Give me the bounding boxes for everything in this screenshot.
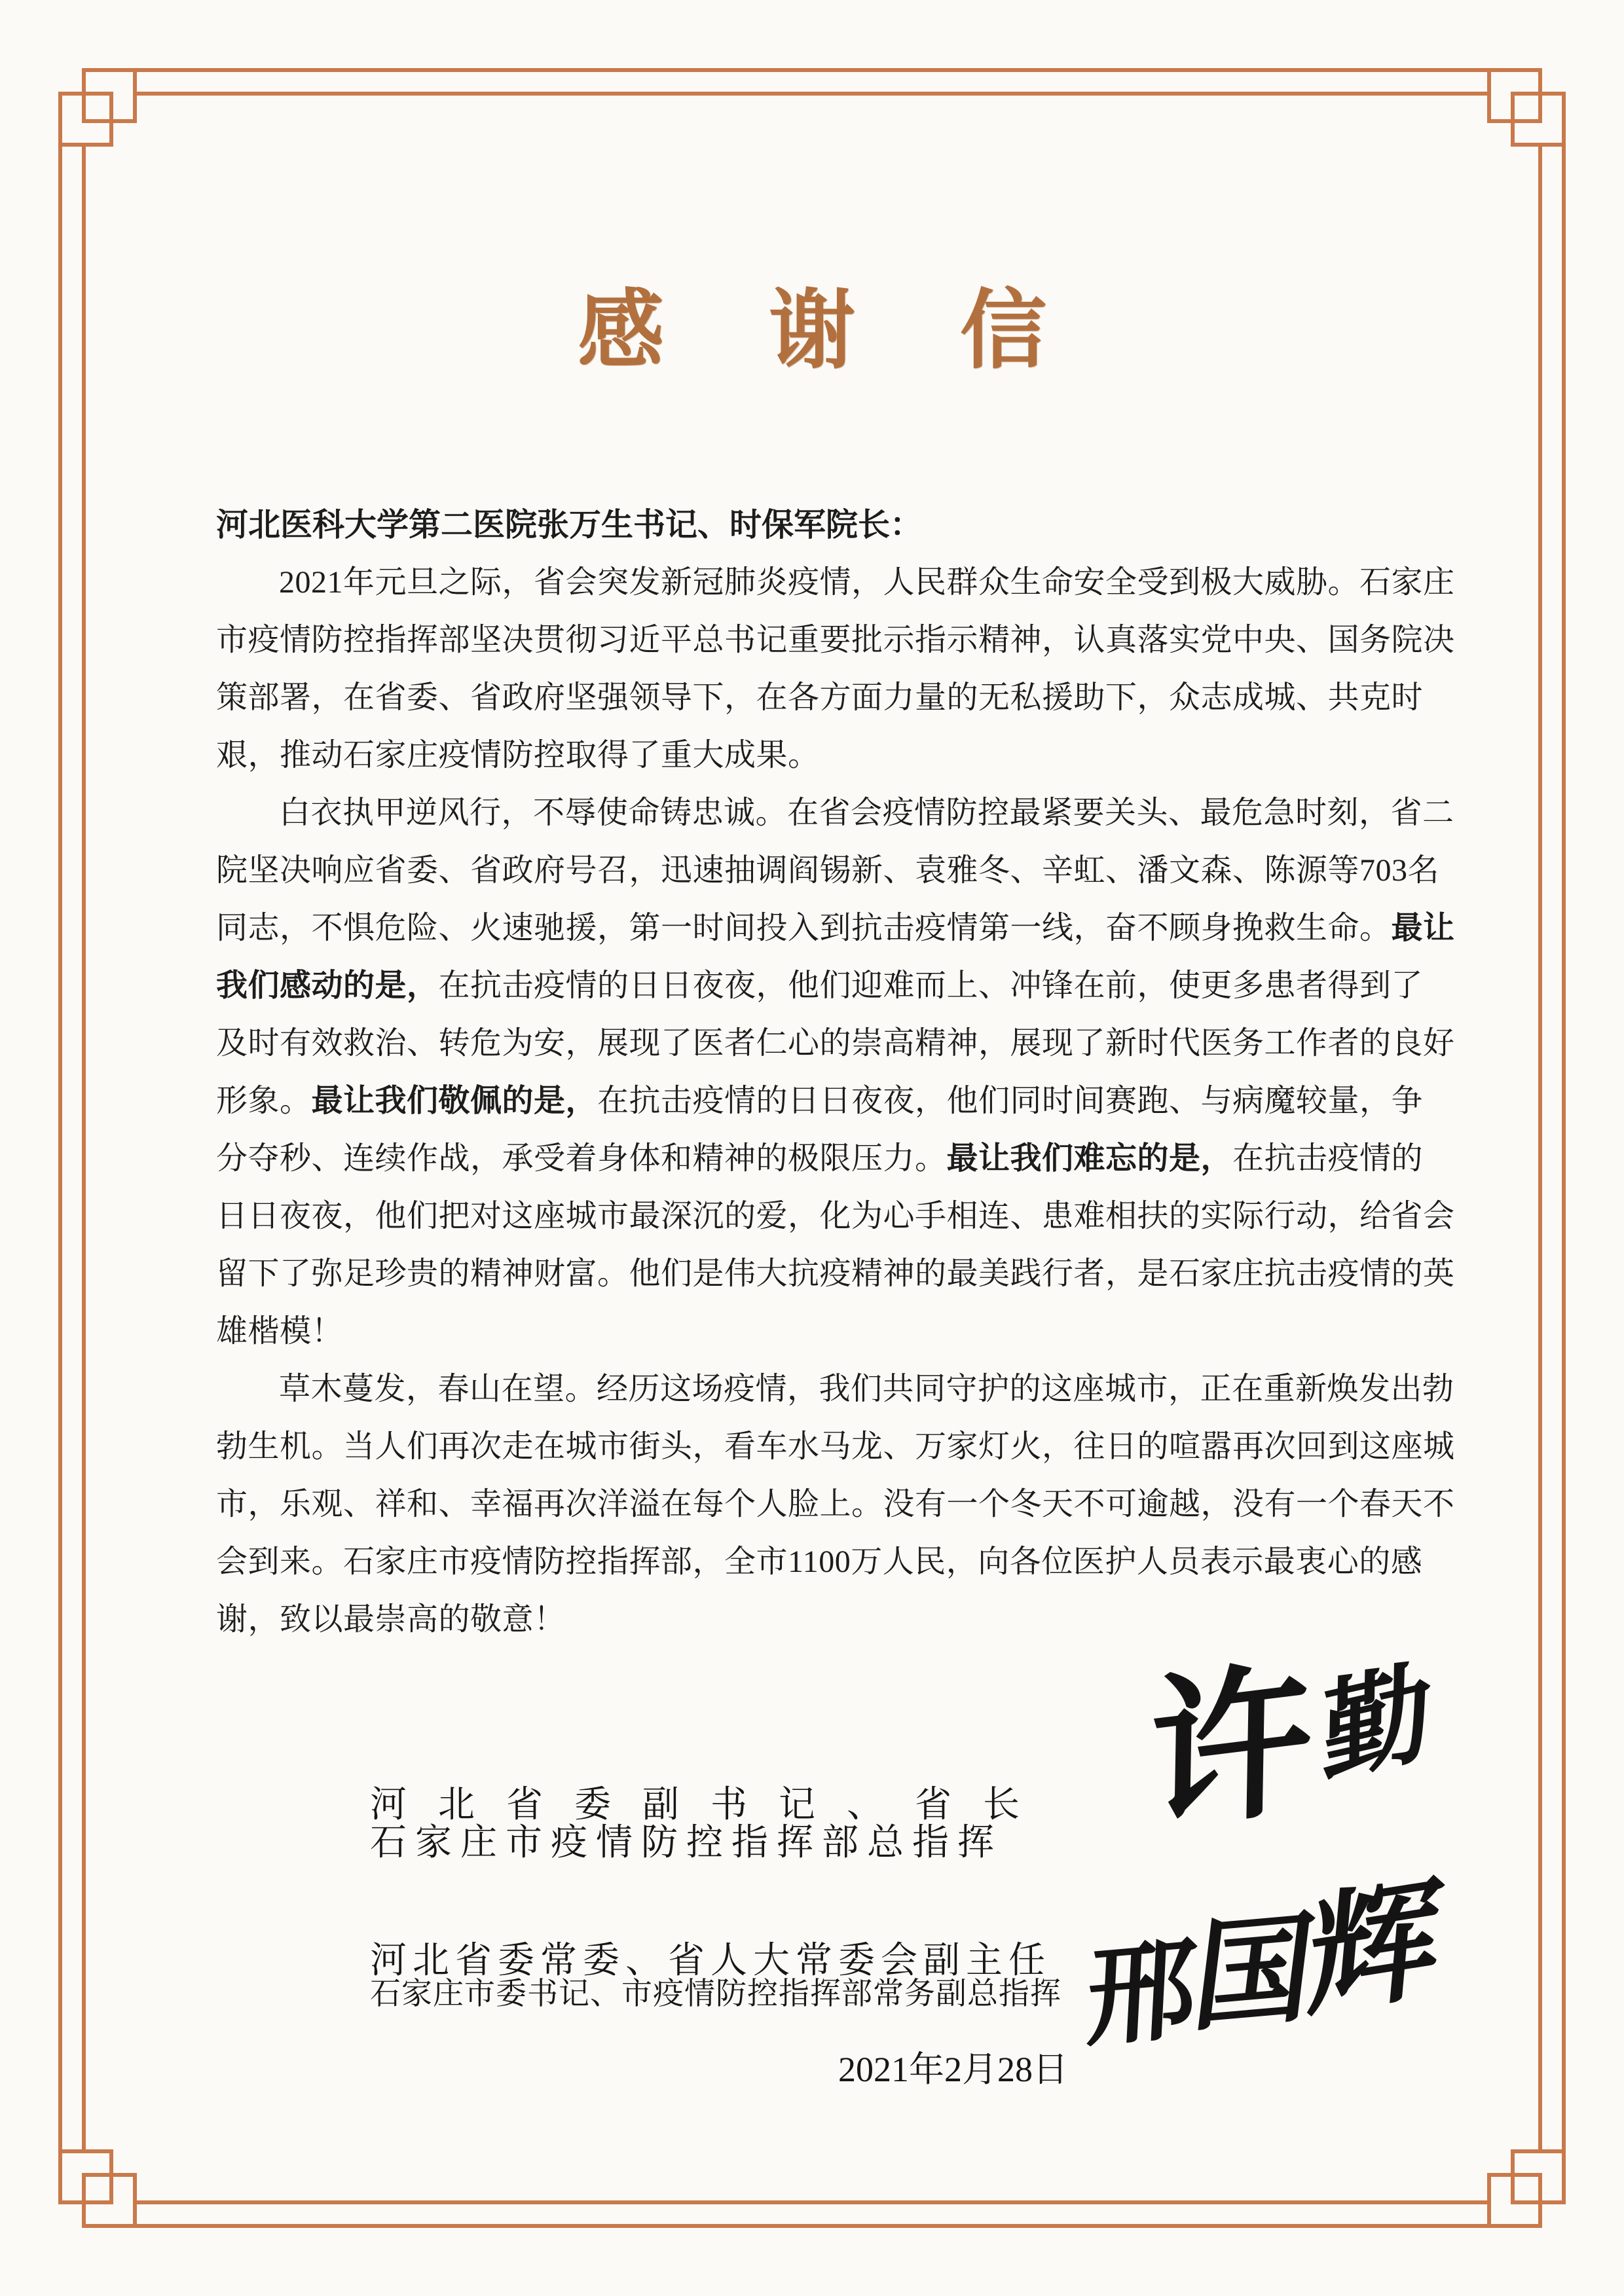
body-text-run: 分夺秒、连续作战，承受着身体和精神的极限压力。 [216, 1141, 947, 1176]
letter-date: 2021年2月28日 [838, 2050, 1068, 2089]
body-text-run: 在抗击疫情的日日夜夜，他们同时间赛跑、与病魔较量，争 [597, 1084, 1424, 1118]
body-text-run: 及时有效救治、转危为安，展现了医者仁心的崇高精神，展现了新时代医务工作者的良好 [216, 1026, 1455, 1061]
letter-body [216, 554, 1455, 1649]
body-text-run: 市，乐观、祥和、幸福再次洋溢在每个人脸上。没有一个冬天不可逾越，没有一个春天不 [216, 1487, 1455, 1522]
body-text-run: 留下了弥足珍贵的精神财富。他们是伟大抗疫精神的最美践行者，是石家庄抗击疫情的英 [216, 1256, 1455, 1291]
body-text-line [216, 1533, 1447, 1591]
body-text-line [216, 1015, 1455, 1072]
handwritten-signature-1 [1139, 1645, 1443, 1852]
body-text-run: 形象。 [216, 1084, 312, 1118]
body-text-line [216, 784, 1454, 842]
sender2-title-line1: 河北省委常委、省人大常委会副主任 [370, 1941, 1051, 1981]
body-text-run-bold: 最让 [1391, 911, 1455, 945]
body-text-run: 艰，推动石家庄疫情防控取得了重大成果。 [216, 738, 820, 773]
body-text-line [216, 611, 1455, 669]
sender1-title-line2: 石家庄市疫情防控指挥部总指挥 [370, 1823, 1003, 1863]
signature-character: 邢 [1083, 1928, 1200, 2061]
body-text-run: 会到来。石家庄市疫情防控指挥部，全市1100万人民，向各位医护人员表示最衷心的感 [216, 1544, 1423, 1579]
body-text-run: 院坚决响应省委、省政府号召，迅速抽调阎锡新、袁雅冬、辛虹、潘文森、陈源等703名 [216, 853, 1440, 888]
body-text-line [216, 1245, 1455, 1303]
page-title: 感谢信 [578, 283, 1151, 379]
salutation: 河北医科大学第二医院张万生书记、时保军院长： [216, 507, 923, 543]
body-text-line [216, 842, 1447, 900]
signature-character: 许 [1147, 1649, 1314, 1852]
signature-character: 勤 [1321, 1650, 1434, 1798]
sender1-title-line1: 河北省委副书记、省长 [370, 1785, 1051, 1825]
body-text-run: 市疫情防控指挥部坚决贯彻习近平总书记重要批示指示精神，认真落实党中央、国务院决 [216, 623, 1455, 657]
body-text-line [216, 900, 1455, 957]
body-text-run: 谢，致以最崇高的敬意！ [216, 1602, 566, 1637]
body-text-line [216, 1303, 1447, 1360]
body-text-line [216, 1418, 1455, 1476]
body-text-run: 日日夜夜，他们把对这座城市最深沉的爱，化为心手相连、患难相扶的实际行动，给省会 [216, 1199, 1455, 1233]
body-text-run-bold: 最让我们难忘的是， [946, 1141, 1233, 1176]
body-text-line [216, 554, 1455, 611]
body-text-run: 2021年元旦之际，省会突发新冠肺炎疫情，人民群众生命安全受到极大威胁。石家庄 [279, 565, 1455, 600]
body-text-line [216, 1360, 1454, 1418]
body-text-run: 勃生机。当人们再次走在城市街头，看车水马龙、万家灯火，往日的喧嚣再次回到这座城 [216, 1429, 1455, 1464]
sender2-title-line2: 石家庄市委书记、市疫情防控指挥部常务副总指挥 [370, 1977, 1061, 2011]
body-text-line [216, 1130, 1447, 1188]
body-text-run-bold: 最让我们敬佩的是， [311, 1084, 598, 1118]
body-text-run: 策部署，在省委、省政府坚强领导下，在各方面力量的无私援助下，众志成城、共克时 [216, 680, 1424, 715]
body-text-run: 同志，不惧危险、火速驰援，第一时间投入到抗击疫情第一线，奋不顾身挽救生命。 [216, 911, 1392, 945]
body-text-line [216, 727, 1447, 784]
body-text-run: 在抗击疫情的日日夜夜，他们迎难而上、冲锋在前，使更多患者得到了 [438, 968, 1424, 1003]
body-text-run: 白衣执甲逆风行，不辱使命铸忠诚。在省会疫情防控最紧要关头、最危急时刻，省二 [279, 795, 1454, 830]
body-text-line [216, 1591, 1447, 1649]
body-text-run-bold: 我们感动的是， [216, 968, 439, 1003]
body-text-line [216, 669, 1447, 727]
body-text-run: 草木蔓发，春山在望。经历这场疫情，我们共同守护的这座城市，正在重新焕发出勃 [279, 1372, 1454, 1406]
body-text-line [216, 957, 1447, 1015]
body-text-run: 在抗击疫情的 [1232, 1141, 1424, 1176]
body-text-line [216, 1072, 1447, 1130]
body-text-line [216, 1188, 1455, 1245]
signature-character: 国 [1186, 1902, 1321, 2047]
signature-character: 辉 [1302, 1867, 1447, 2033]
body-text-run: 雄楷模！ [216, 1314, 344, 1349]
body-text-line [216, 1476, 1455, 1533]
